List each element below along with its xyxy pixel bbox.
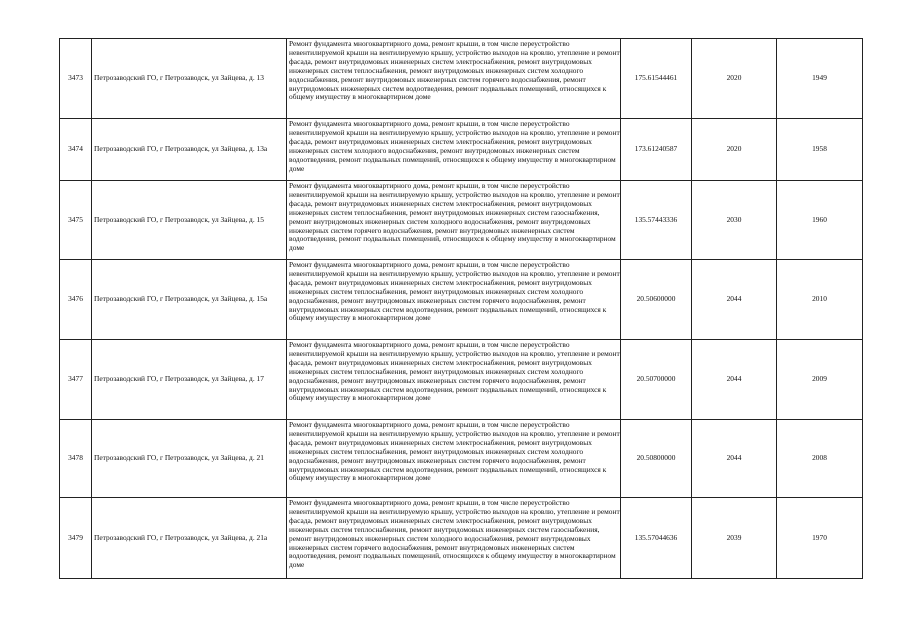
cost-cell: 20.50800000 (621, 420, 692, 498)
address-cell: Петрозаводский ГО, г Петрозаводск, ул Зайцева, д. 21а (92, 498, 287, 579)
table-row (60, 340, 863, 420)
build-year-cell: 1960 (777, 181, 863, 260)
cost-cell: 173.61240587 (621, 119, 692, 181)
cost-cell: 135.57443336 (621, 181, 692, 260)
planned-year-cell: 2044 (692, 420, 777, 498)
works-cell: Ремонт фундамента многоквартирного дома, ремонт крыши, в том числе переустройство невентилируемой крыши на вентилируемую крышу, устройство выходов на кровлю, утепление и ремонт фасада, ремонт внутридомовых инженерных систем электроснабжения, ремонт внутридомовых инженерных систем теплоснабжения, ремонт внутридомовых инженерных систем газоснабжения, ремонт внутридомовых инженерных систем холодного водоснабжения, ремонт внутридомовых инженерных систем горячего водоснабжения, ремонт внутридомовых инженерных систем водоотведения, ремонт подвальных помещений, относящихся к общему имуществу в многоквартирном доме (287, 498, 621, 579)
table-row (60, 498, 863, 579)
planned-year-cell: 2020 (692, 39, 777, 119)
cost-cell: 20.50600000 (621, 260, 692, 340)
works-cell: Ремонт фундамента многоквартирного дома, ремонт крыши, в том числе переустройство невентилируемой крыши на вентилируемую крышу, устройство выходов на кровлю, утепление и ремонт фасада, ремонт внутридомовых инженерных систем электроснабжения, ремонт внутридомовых инженерных систем теплоснабжения, ремонт внутридомовых инженерных систем холодного водоснабжения, ремонт внутридомовых инженерных систем горячего водоснабжения, ремонт внутридомовых инженерных систем водоотведения, ремонт подвальных помещений, относящихся к общему имуществу в многоквартирном доме (287, 420, 621, 498)
planned-year-cell: 2030 (692, 181, 777, 260)
works-cell: Ремонт фундамента многоквартирного дома, ремонт крыши, в том числе переустройство невентилируемой крыши на вентилируемую крышу, устройство выходов на кровлю, утепление и ремонт фасада, ремонт внутридомовых инженерных систем электроснабжения, ремонт внутридомовых инженерных систем теплоснабжения, ремонт внутридомовых инженерных систем холодного водоснабжения, ремонт внутридомовых инженерных систем горячего водоснабжения, ремонт внутридомовых инженерных систем водоотведения, ремонт подвальных помещений, относящихся к общему имуществу в многоквартирном доме (287, 260, 621, 340)
table-row (60, 420, 863, 498)
row-number: 3476 (60, 260, 92, 340)
build-year-cell: 1949 (777, 39, 863, 119)
planned-year-cell: 2020 (692, 119, 777, 181)
row-number: 3474 (60, 119, 92, 181)
works-cell: Ремонт фундамента многоквартирного дома, ремонт крыши, в том числе переустройство невентилируемой крыши на вентилируемую крышу, устройство выходов на кровлю, утепление и ремонт фасада, ремонт внутридомовых инженерных систем электроснабжения, ремонт внутридомовых инженерных систем холодного водоснабжения, ремонт внутридомовых инженерных систем водоотведения, ремонт подвальных помещений, относящихся к общему имуществу в многоквартирном доме (287, 119, 621, 181)
cost-cell: 135.57044636 (621, 498, 692, 579)
cost-cell: 175.61544461 (621, 39, 692, 119)
build-year-cell: 2008 (777, 420, 863, 498)
row-number: 3475 (60, 181, 92, 260)
registry-table (59, 38, 863, 579)
address-cell: Петрозаводский ГО, г Петрозаводск, ул Зайцева, д. 17 (92, 340, 287, 420)
build-year-cell: 1958 (777, 119, 863, 181)
planned-year-cell: 2039 (692, 498, 777, 579)
planned-year-cell: 2044 (692, 340, 777, 420)
address-cell: Петрозаводский ГО, г Петрозаводск, ул Зайцева, д. 21 (92, 420, 287, 498)
cost-cell: 20.50700000 (621, 340, 692, 420)
row-number: 3473 (60, 39, 92, 119)
table-row (60, 119, 863, 181)
table-row (60, 260, 863, 340)
registry-table-body (60, 39, 863, 579)
row-number: 3477 (60, 340, 92, 420)
row-number: 3479 (60, 498, 92, 579)
address-cell: Петрозаводский ГО, г Петрозаводск, ул Зайцева, д. 13а (92, 119, 287, 181)
table-row (60, 39, 863, 119)
works-cell: Ремонт фундамента многоквартирного дома, ремонт крыши, в том числе переустройство невентилируемой крыши на вентилируемую крышу, устройство выходов на кровлю, утепление и ремонт фасада, ремонт внутридомовых инженерных систем электроснабжения, ремонт внутридомовых инженерных систем теплоснабжения, ремонт внутридомовых инженерных систем газоснабжения, ремонт внутридомовых инженерных систем холодного водоснабжения, ремонт внутридомовых инженерных систем горячего водоснабжения, ремонт внутридомовых инженерных систем водоотведения, ремонт подвальных помещений, относящихся к общему имуществу в многоквартирном доме (287, 181, 621, 260)
table-row (60, 181, 863, 260)
works-cell: Ремонт фундамента многоквартирного дома, ремонт крыши, в том числе переустройство невентилируемой крыши на вентилируемую крышу, устройство выходов на кровлю, утепление и ремонт фасада, ремонт внутридомовых инженерных систем электроснабжения, ремонт внутридомовых инженерных систем теплоснабжения, ремонт внутридомовых инженерных систем холодного водоснабжения, ремонт внутридомовых инженерных систем горячего водоснабжения, ремонт внутридомовых инженерных систем водоотведения, ремонт подвальных помещений, относящихся к общему имуществу в многоквартирном доме (287, 39, 621, 119)
works-cell: Ремонт фундамента многоквартирного дома, ремонт крыши, в том числе переустройство невентилируемой крыши на вентилируемую крышу, устройство выходов на кровлю, утепление и ремонт фасада, ремонт внутридомовых инженерных систем электроснабжения, ремонт внутридомовых инженерных систем теплоснабжения, ремонт внутридомовых инженерных систем холодного водоснабжения, ремонт внутридомовых инженерных систем горячего водоснабжения, ремонт внутридомовых инженерных систем водоотведения, ремонт подвальных помещений, относящихся к общему имуществу в многоквартирном доме (287, 340, 621, 420)
address-cell: Петрозаводский ГО, г Петрозаводск, ул Зайцева, д. 15 (92, 181, 287, 260)
build-year-cell: 2010 (777, 260, 863, 340)
build-year-cell: 2009 (777, 340, 863, 420)
build-year-cell: 1970 (777, 498, 863, 579)
address-cell: Петрозаводский ГО, г Петрозаводск, ул Зайцева, д. 13 (92, 39, 287, 119)
row-number: 3478 (60, 420, 92, 498)
address-cell: Петрозаводский ГО, г Петрозаводск, ул Зайцева, д. 15а (92, 260, 287, 340)
planned-year-cell: 2044 (692, 260, 777, 340)
